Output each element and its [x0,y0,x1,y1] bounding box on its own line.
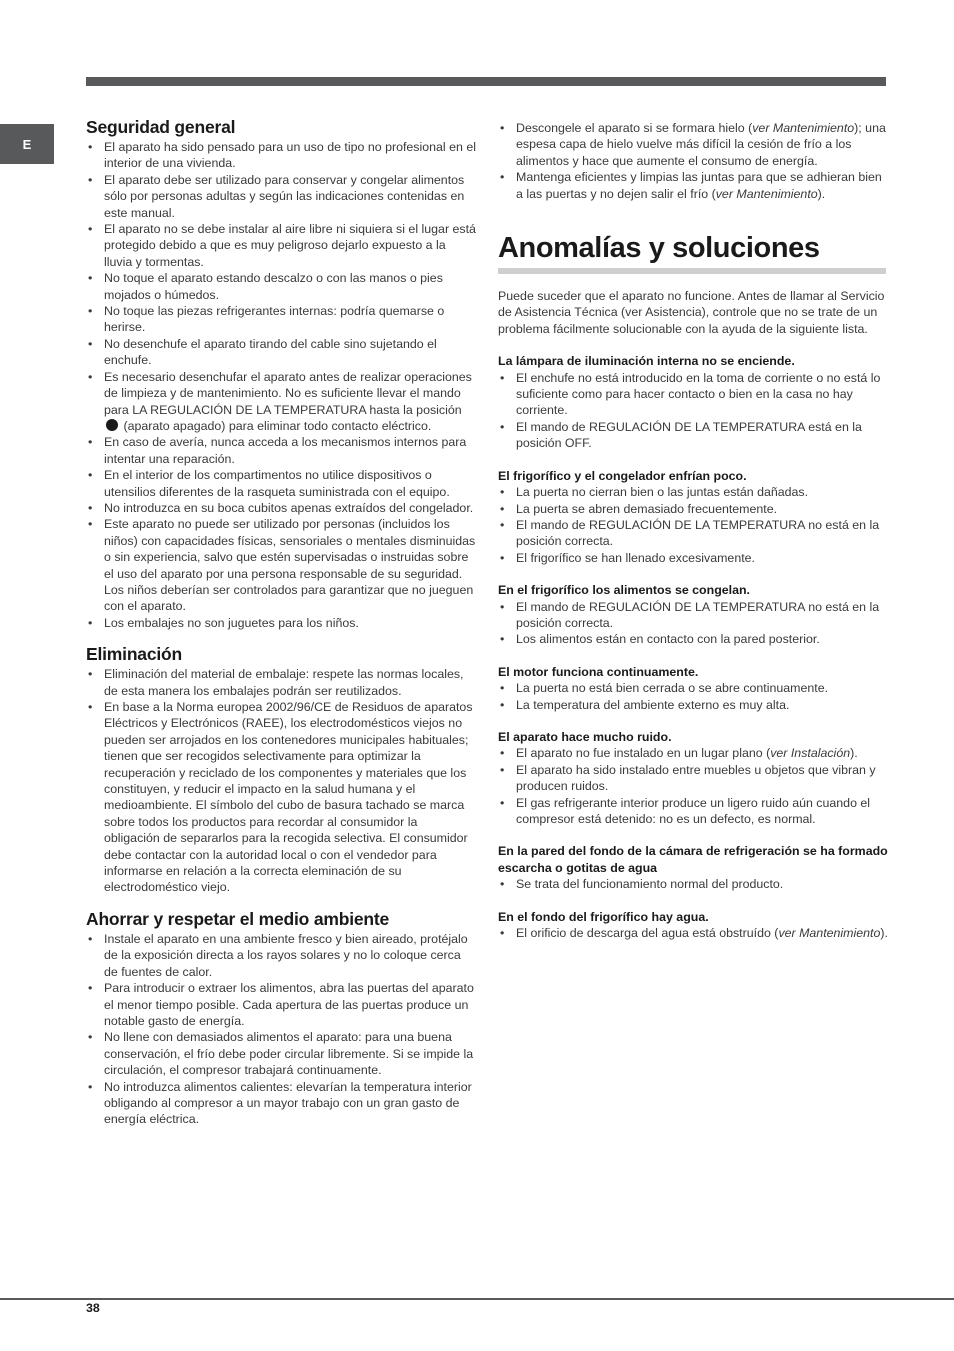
list-item: • El frigorífico se han llenado excesivamente. [498,550,888,566]
problem-ruido [498,729,888,827]
list-item: • Los embalajes no son juguetes para los niños. [86,615,476,631]
section-title-ahorrar: Ahorrar y respetar el medio ambiente [86,908,390,929]
list-item: • En base a la Norma europea 2002/96/CE de Residuos de aparatos Eléctricos y Electrónicos (RAEE), los electrodomésticos viejos no pueden ser arrojados en los contenedores municipales habituales; tienen que ser recogidos selectivamente para optimizar la recuperación y reciclado de los componentes y materiales que los constituyen, y reducir el impacto en la salud humana y el medioambiente. El símbolo del cubo de basura tachado se marca sobre todos los productos para recordar al consumidor la obligación de separarlos para la recogida selectiva. El consumidor debe contactar con la autoridad local o con el vendedor para informarse en relación a la correcta eleminación de su electrodoméstico viejo. [86,699,476,896]
eliminacion-list [86,666,476,896]
seguridad-list [86,139,476,631]
list-item: • Instale el aparato en una ambiente fresco y bien aireado, protéjalo de la exposición directa a los rayos solares y no lo coloque cerca de fuentes de calor. [86,931,476,980]
page-number: 38 [86,1301,100,1315]
list-item: • El gas refrigerante interior produce un ligero ruido aún cuando el compresor está detenido: no es un defecto, es normal. [498,795,888,828]
list-item: • La puerta no está bien cerrada o se abre continuamente. [498,680,888,696]
list-item: • No toque las piezas refrigerantes internas: podría quemarse o herirse. [86,303,476,336]
list-item: • Eliminación del material de embalaje: respete las normas locales, de esta manera los embalajes podrán ser reutilizados. [86,666,476,699]
list-item: • No desenchufe el aparato tirando del cable sino sujetando el enchufe. [86,336,476,369]
list-item: • No llene con demasiados alimentos el aparato: para una buena conservación, el frío debe poder circular libremente. Si se impide la circulación, el compresor trabajará continuamente. [86,1029,476,1078]
footer-rule [0,1298,954,1300]
page-title: Anomalías y soluciones [498,232,820,265]
problem-heading: En el frigorífico los alimentos se congelan. [498,583,750,598]
problem-heading: El aparato hace mucho ruido. [498,729,672,744]
list-item: • No introduzca en su boca cubitos apenas extraídos del congelador. [86,500,476,516]
list-item: • El mando de REGULACIÓN DE LA TEMPERATURA no está en la posición correcta. [498,517,888,550]
list-item: • En caso de avería, nunca acceda a los mecanismos internos para intentar una reparación. [86,434,476,467]
problem-escarcha [498,843,888,892]
title-underline [498,268,886,274]
problem-heading: En el fondo del frigorífico hay agua. [498,909,709,924]
list-item: • Para introducir o extraer los alimentos, abra las puertas del aparato el menor tiempo posible. Cada apertura de las puertas produce un notable gasto de energía. [86,980,476,1029]
list-item: • Mantenga eficientes y limpias las juntas para que se adhieran bien a las puertas y no dejen salir el frío (ver Mantenimiento). [498,169,888,202]
intro-paragraph: Puede suceder que el aparato no funcione. Antes de llamar al Servicio de Asistencia Técnica (ver Asistencia), controle que no se trate de un problema fácilmente solucionable con la ayuda de la siguiente lista. [498,289,885,336]
right-column [498,120,888,957]
problem-heading: El motor funciona continuamente. [498,664,699,679]
off-position-icon [106,419,118,431]
problem-agua [498,909,888,942]
list-item: • Se trata del funcionamiento normal del producto. [498,876,888,892]
ahorrar-list [86,931,476,1128]
list-item: • El orificio de descarga del agua está obstruído (ver Mantenimiento). [498,925,888,941]
ahorrar-list-continued [498,120,888,202]
list-item: • En el interior de los compartimentos no utilice dispositivos o utensilios diferentes de la rasqueta suministrada con el equipo. [86,467,476,500]
list-item: • El mando de REGULACIÓN DE LA TEMPERATURA no está en la posición correcta. [498,599,888,632]
left-column [86,116,476,1128]
list-item: • No toque el aparato estando descalzo o con las manos o pies mojados o húmedos. [86,270,476,303]
list-item-text: Es necesario desenchufar el aparato antes de realizar operaciones de limpieza y de mantenimiento. No es suficiente llevar el mando para LA REGULACIÓN DE LA TEMPERATURA hasta la posición [104,369,472,417]
list-item: • El aparato no fue instalado en un lugar plano (ver Instalación). [498,745,888,761]
header-bar [86,77,886,86]
problem-heading: El frigorífico y el congelador enfrían poco. [498,468,747,483]
list-item: • Los alimentos están en contacto con la pared posterior. [498,631,888,647]
language-tab: E [0,124,54,164]
list-item: • El aparato ha sido instalado entre muebles u objetos que vibran y producen ruidos. [498,762,888,795]
problem-heading: En la pared del fondo de la cámara de refrigeración se ha formado escarcha o gotitas de agua [498,844,888,875]
section-title-eliminacion: Eliminación [86,644,183,665]
list-item [86,369,476,435]
problem-congelan [498,582,888,648]
list-item: • El mando de REGULACIÓN DE LA TEMPERATURA está en la posición OFF. [498,419,888,452]
list-item: • La temperatura del ambiente externo es muy alta. [498,697,888,713]
problem-lampara [498,353,888,451]
list-item: • La puerta no cierran bien o las juntas están dañadas. [498,484,888,500]
list-item: • El aparato debe ser utilizado para conservar y congelar alimentos sólo por personas adultas y según las indicaciones contenidas en este manual. [86,172,476,221]
list-item: • La puerta se abren demasiado frecuentemente. [498,501,888,517]
problem-motor [498,664,888,713]
problem-heading: La lámpara de iluminación interna no se enciende. [498,354,795,369]
problem-enfrian [498,468,888,566]
list-item: • El enchufe no está introducido en la toma de corriente o no está lo suficiente como para hacer contacto o bien en la casa no hay corriente. [498,370,888,419]
list-item: • El aparato ha sido pensado para un uso de tipo no profesional en el interior de una vivienda. [86,139,476,172]
list-item: • No introduzca alimentos calientes: elevarían la temperatura interior obligando al compresor a un mayor trabajo con un gran gasto de energía eléctrica. [86,1079,476,1128]
list-item: • Este aparato no puede ser utilizado por personas (incluidos los niños) con capacidades físicas, sensoriales o mentales disminuidas o sin experiencia, salvo que estén supervisadas o instruidas sobre el uso del aparato por una persona responsable de su seguridad. Los niños deberían ser controlados para garantizar que no jueguen con el aparato. [86,516,476,614]
list-item: • El aparato no se debe instalar al aire libre ni siquiera si el lugar está protegido debido a que es muy peligroso dejarlo expuesto a la lluvia y tormentas. [86,221,476,270]
section-title-seguridad: Seguridad general [86,117,236,137]
list-item: • Descongele el aparato si se formara hielo (ver Mantenimiento); una espesa capa de hielo vuelve más difícil la cesión de frío a los alimentos y hace que aumente el consumo de energía. [498,120,888,169]
list-item-text: (aparato apagado) para eliminar todo contacto eléctrico. [123,418,432,433]
